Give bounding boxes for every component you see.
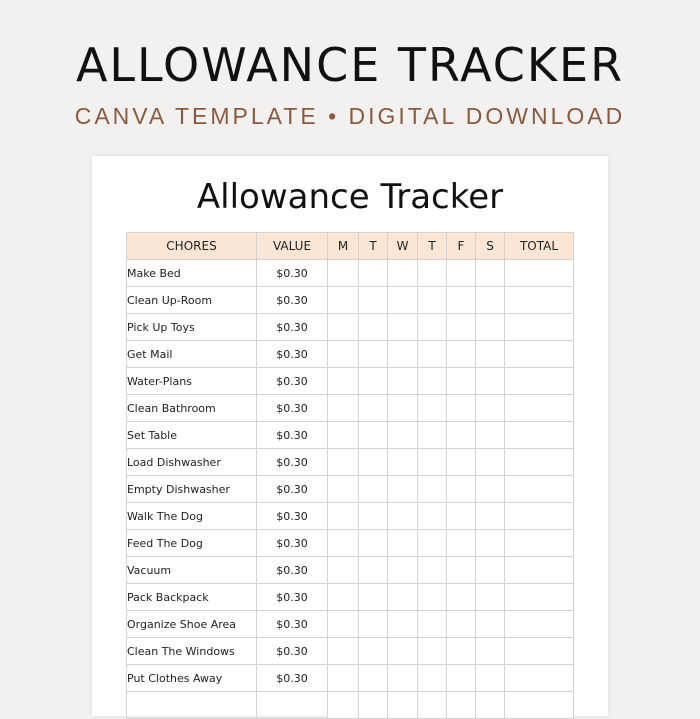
day-cell-wednesday[interactable] xyxy=(388,260,418,287)
day-cell-tuesday[interactable] xyxy=(359,557,388,584)
day-cell-wednesday[interactable] xyxy=(388,476,418,503)
hero-title: ALLOWANCE TRACKER xyxy=(75,38,625,92)
day-cell-friday[interactable] xyxy=(447,449,476,476)
day-cell-thursday[interactable] xyxy=(418,530,447,557)
day-cell-saturday[interactable] xyxy=(476,422,505,449)
day-cell-tuesday[interactable] xyxy=(359,368,388,395)
day-cell-thursday[interactable] xyxy=(418,449,447,476)
chore-name: Organize Shoe Area xyxy=(127,611,257,638)
chore-name: Empty Dishwasher xyxy=(127,476,257,503)
day-cell-friday[interactable] xyxy=(447,557,476,584)
table-row xyxy=(127,314,574,341)
col-header-thursday: T xyxy=(418,233,447,260)
chore-value: $0.30 xyxy=(257,449,328,476)
total-cell[interactable] xyxy=(505,692,574,719)
day-cell-wednesday[interactable] xyxy=(388,611,418,638)
chore-value: $0.30 xyxy=(257,341,328,368)
day-cell-friday[interactable] xyxy=(447,584,476,611)
table-row xyxy=(127,611,574,638)
day-cell-friday[interactable] xyxy=(447,287,476,314)
day-cell-tuesday[interactable] xyxy=(359,422,388,449)
day-cell-wednesday[interactable] xyxy=(388,638,418,665)
day-cell-thursday[interactable] xyxy=(418,422,447,449)
day-cell-wednesday[interactable] xyxy=(388,449,418,476)
day-cell-monday[interactable] xyxy=(328,422,359,449)
day-cell-saturday[interactable] xyxy=(476,638,505,665)
day-cell-tuesday[interactable] xyxy=(359,314,388,341)
day-cell-friday[interactable] xyxy=(447,665,476,692)
day-cell-thursday[interactable] xyxy=(418,395,447,422)
day-cell-tuesday[interactable] xyxy=(359,287,388,314)
day-cell-tuesday[interactable] xyxy=(359,503,388,530)
table-row xyxy=(127,422,574,449)
day-cell-monday[interactable] xyxy=(328,368,359,395)
chore-name: Set Table xyxy=(127,422,257,449)
chore-value: $0.30 xyxy=(257,260,328,287)
day-cell-thursday[interactable] xyxy=(418,557,447,584)
day-cell-monday[interactable] xyxy=(328,665,359,692)
day-cell-monday[interactable] xyxy=(328,638,359,665)
header-row xyxy=(127,233,574,260)
day-cell-thursday[interactable] xyxy=(418,476,447,503)
table-row xyxy=(127,692,574,719)
day-cell-saturday[interactable] xyxy=(476,557,505,584)
total-cell[interactable] xyxy=(505,665,574,692)
day-cell-saturday[interactable] xyxy=(476,260,505,287)
day-cell-wednesday[interactable] xyxy=(388,422,418,449)
chore-name: Walk The Dog xyxy=(127,503,257,530)
day-cell-monday[interactable] xyxy=(328,476,359,503)
day-cell-tuesday[interactable] xyxy=(359,530,388,557)
chore-name: Get Mail xyxy=(127,341,257,368)
day-cell-wednesday[interactable] xyxy=(388,314,418,341)
sheet-title: Allowance Tracker xyxy=(196,177,504,217)
col-header-monday: M xyxy=(328,233,359,260)
col-header-tuesday: T xyxy=(359,233,388,260)
day-cell-friday[interactable] xyxy=(447,341,476,368)
chore-value: $0.30 xyxy=(257,395,328,422)
total-cell[interactable] xyxy=(505,584,574,611)
day-cell-saturday[interactable] xyxy=(476,314,505,341)
chore-name xyxy=(127,692,257,719)
day-cell-wednesday[interactable] xyxy=(388,692,418,719)
day-cell-monday[interactable] xyxy=(328,287,359,314)
table-row xyxy=(127,557,574,584)
chore-value: $0.30 xyxy=(257,611,328,638)
total-cell[interactable] xyxy=(505,557,574,584)
day-cell-saturday[interactable] xyxy=(476,692,505,719)
day-cell-wednesday[interactable] xyxy=(388,368,418,395)
day-cell-friday[interactable] xyxy=(447,314,476,341)
table-row xyxy=(127,449,574,476)
day-cell-wednesday[interactable] xyxy=(388,395,418,422)
table-row xyxy=(127,638,574,665)
day-cell-monday[interactable] xyxy=(328,449,359,476)
day-cell-thursday[interactable] xyxy=(418,314,447,341)
day-cell-tuesday[interactable] xyxy=(359,449,388,476)
day-cell-saturday[interactable] xyxy=(476,287,505,314)
chore-value: $0.30 xyxy=(257,314,328,341)
day-cell-tuesday[interactable] xyxy=(359,260,388,287)
day-cell-thursday[interactable] xyxy=(418,638,447,665)
day-cell-tuesday[interactable] xyxy=(359,476,388,503)
day-cell-wednesday[interactable] xyxy=(388,557,418,584)
col-header-friday: F xyxy=(447,233,476,260)
chore-value: $0.30 xyxy=(257,368,328,395)
table-row xyxy=(127,530,574,557)
day-cell-friday[interactable] xyxy=(447,260,476,287)
chore-name: Water-Plans xyxy=(127,368,257,395)
day-cell-friday[interactable] xyxy=(447,530,476,557)
day-cell-friday[interactable] xyxy=(447,476,476,503)
tracker-table xyxy=(126,232,574,719)
day-cell-saturday[interactable] xyxy=(476,665,505,692)
chore-name: Pick Up Toys xyxy=(127,314,257,341)
day-cell-friday[interactable] xyxy=(447,395,476,422)
total-cell[interactable] xyxy=(505,611,574,638)
day-cell-saturday[interactable] xyxy=(476,611,505,638)
day-cell-friday[interactable] xyxy=(447,638,476,665)
table-row xyxy=(127,260,574,287)
day-cell-thursday[interactable] xyxy=(418,287,447,314)
day-cell-saturday[interactable] xyxy=(476,476,505,503)
day-cell-monday[interactable] xyxy=(328,503,359,530)
day-cell-monday[interactable] xyxy=(328,341,359,368)
tracker-sheet xyxy=(92,156,608,716)
day-cell-wednesday[interactable] xyxy=(388,287,418,314)
day-cell-wednesday[interactable] xyxy=(388,530,418,557)
chore-value: $0.30 xyxy=(257,287,328,314)
chore-value: $0.30 xyxy=(257,503,328,530)
table-row xyxy=(127,584,574,611)
table-row xyxy=(127,476,574,503)
total-cell[interactable] xyxy=(505,260,574,287)
day-cell-friday[interactable] xyxy=(447,611,476,638)
chore-name: Pack Backpack xyxy=(127,584,257,611)
table-row xyxy=(127,341,574,368)
chore-value: $0.30 xyxy=(257,584,328,611)
day-cell-monday[interactable] xyxy=(328,260,359,287)
day-cell-saturday[interactable] xyxy=(476,395,505,422)
day-cell-monday[interactable] xyxy=(328,611,359,638)
col-header-saturday: S xyxy=(476,233,505,260)
total-cell[interactable] xyxy=(505,503,574,530)
total-cell[interactable] xyxy=(505,287,574,314)
day-cell-saturday[interactable] xyxy=(476,341,505,368)
chore-name: Clean The Windows xyxy=(127,638,257,665)
col-header-wednesday: W xyxy=(388,233,418,260)
col-header-chores: CHORES xyxy=(127,233,257,260)
table-row xyxy=(127,395,574,422)
day-cell-wednesday[interactable] xyxy=(388,584,418,611)
total-cell[interactable] xyxy=(505,395,574,422)
day-cell-thursday[interactable] xyxy=(418,611,447,638)
day-cell-tuesday[interactable] xyxy=(359,692,388,719)
total-cell[interactable] xyxy=(505,314,574,341)
day-cell-thursday[interactable] xyxy=(418,665,447,692)
table-row xyxy=(127,287,574,314)
col-header-total: TOTAL xyxy=(505,233,574,260)
chore-value: $0.30 xyxy=(257,557,328,584)
total-cell[interactable] xyxy=(505,368,574,395)
day-cell-thursday[interactable] xyxy=(418,368,447,395)
table-row xyxy=(127,503,574,530)
day-cell-saturday[interactable] xyxy=(476,530,505,557)
day-cell-monday[interactable] xyxy=(328,692,359,719)
day-cell-saturday[interactable] xyxy=(476,449,505,476)
chore-name: Make Bed xyxy=(127,260,257,287)
day-cell-thursday[interactable] xyxy=(418,260,447,287)
table-row xyxy=(127,368,574,395)
day-cell-wednesday[interactable] xyxy=(388,341,418,368)
day-cell-tuesday[interactable] xyxy=(359,665,388,692)
day-cell-saturday[interactable] xyxy=(476,584,505,611)
col-header-value: VALUE xyxy=(257,233,328,260)
day-cell-thursday[interactable] xyxy=(418,341,447,368)
day-cell-friday[interactable] xyxy=(447,422,476,449)
chore-value: $0.30 xyxy=(257,422,328,449)
day-cell-monday[interactable] xyxy=(328,395,359,422)
chore-name: Clean Bathroom xyxy=(127,395,257,422)
day-cell-monday[interactable] xyxy=(328,314,359,341)
day-cell-tuesday[interactable] xyxy=(359,611,388,638)
day-cell-thursday[interactable] xyxy=(418,692,447,719)
day-cell-wednesday[interactable] xyxy=(388,665,418,692)
chore-name: Put Clothes Away xyxy=(127,665,257,692)
day-cell-tuesday[interactable] xyxy=(359,341,388,368)
total-cell[interactable] xyxy=(505,476,574,503)
day-cell-friday[interactable] xyxy=(447,692,476,719)
total-cell[interactable] xyxy=(505,638,574,665)
chore-name: Load Dishwasher xyxy=(127,449,257,476)
day-cell-tuesday[interactable] xyxy=(359,584,388,611)
chore-value xyxy=(257,692,328,719)
chore-value: $0.30 xyxy=(257,665,328,692)
chore-value: $0.30 xyxy=(257,476,328,503)
day-cell-monday[interactable] xyxy=(328,530,359,557)
table-row xyxy=(127,665,574,692)
chore-name: Vacuum xyxy=(127,557,257,584)
total-cell[interactable] xyxy=(505,422,574,449)
chore-value: $0.30 xyxy=(257,638,328,665)
day-cell-thursday[interactable] xyxy=(418,503,447,530)
day-cell-saturday[interactable] xyxy=(476,503,505,530)
day-cell-thursday[interactable] xyxy=(418,584,447,611)
hero-subtitle: CANVA TEMPLATE • DIGITAL DOWNLOAD xyxy=(74,103,626,129)
day-cell-friday[interactable] xyxy=(447,503,476,530)
total-cell[interactable] xyxy=(505,449,574,476)
chore-value: $0.30 xyxy=(257,530,328,557)
chore-name: Feed The Dog xyxy=(127,530,257,557)
tracker-body xyxy=(127,260,574,719)
chore-name: Clean Up-Room xyxy=(127,287,257,314)
day-cell-tuesday[interactable] xyxy=(359,638,388,665)
total-cell[interactable] xyxy=(505,530,574,557)
day-cell-friday[interactable] xyxy=(447,368,476,395)
day-cell-wednesday[interactable] xyxy=(388,503,418,530)
day-cell-tuesday[interactable] xyxy=(359,395,388,422)
day-cell-monday[interactable] xyxy=(328,557,359,584)
total-cell[interactable] xyxy=(505,341,574,368)
day-cell-saturday[interactable] xyxy=(476,368,505,395)
day-cell-monday[interactable] xyxy=(328,584,359,611)
